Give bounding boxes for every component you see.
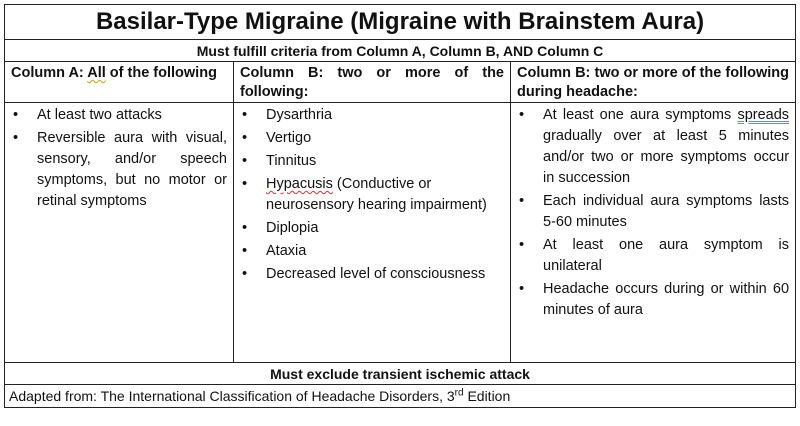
list-item — [11, 105, 227, 126]
bullet-icon: • — [519, 107, 525, 123]
list-item — [517, 105, 789, 189]
list-item — [11, 128, 227, 212]
column-a-list — [11, 105, 227, 212]
list-item — [240, 241, 504, 262]
source-citation — [5, 385, 796, 408]
list-item-text: (Conductive or neurosensory hearing impairment) — [266, 176, 487, 213]
list-item-text-marked: spreads — [737, 107, 790, 123]
list-item-text: Reversible aura with visual, sensory, and/or speech symptoms, but no motor or retinal symptoms — [37, 130, 227, 209]
column-a-header-suffix: of the following — [105, 65, 217, 81]
bullet-icon: • — [242, 130, 248, 146]
list-item — [517, 279, 789, 321]
bullet-icon: • — [242, 220, 248, 236]
bullet-icon: • — [519, 281, 525, 297]
bullet-icon: • — [13, 130, 19, 146]
column-a-header-marked: All — [87, 65, 106, 81]
list-item — [240, 174, 504, 216]
column-c-body — [511, 103, 796, 363]
list-item — [240, 218, 504, 239]
bullet-icon: • — [13, 107, 19, 123]
list-item-text: Decreased level of consciousness — [266, 266, 486, 282]
list-item-text: Dysarthria — [266, 107, 333, 123]
list-item-text: Diplopia — [266, 220, 319, 236]
list-item-text: Headache occurs during or within 60 minutes of aura — [543, 281, 790, 318]
column-b-header: Column B: two or more of the following: — [234, 62, 511, 103]
column-b-list — [240, 105, 504, 285]
source-superscript: rd — [454, 387, 464, 399]
bullet-icon: • — [242, 107, 248, 123]
column-c-list — [517, 105, 789, 321]
list-item-text: Ataxia — [266, 243, 307, 259]
bullet-icon: • — [242, 176, 248, 192]
list-item — [240, 128, 504, 149]
bullet-icon: • — [519, 193, 525, 209]
list-item-text: Vertigo — [266, 130, 312, 146]
bullet-icon: • — [242, 153, 248, 169]
table-title: Basilar-Type Migraine (Migraine with Brainstem Aura) — [5, 5, 796, 40]
column-a-body — [5, 103, 234, 363]
list-item — [517, 235, 789, 277]
list-item — [240, 264, 504, 285]
bullet-icon: • — [519, 237, 525, 253]
list-item — [517, 191, 789, 233]
list-item-text-marked: Hypacusis — [266, 176, 333, 192]
bullet-icon: • — [242, 266, 248, 282]
column-b-body — [234, 103, 511, 363]
list-item-text: At least one aura symptom is unilateral — [543, 237, 790, 274]
bullet-icon: • — [242, 243, 248, 259]
column-a-header — [5, 62, 234, 103]
exclusion-note: Must exclude transient ischemic attack — [5, 363, 796, 385]
list-item-text: Each individual aura symptoms lasts 5-60 minutes — [543, 193, 790, 230]
column-c-header: Column B: two or more of the following during headache: — [511, 62, 796, 103]
criteria-table — [4, 4, 796, 408]
list-item-text: At least one aura symptoms — [543, 107, 732, 123]
source-prefix: Adapted from: The International Classification of Headache Disorders, 3 — [9, 388, 455, 404]
list-item — [240, 151, 504, 172]
list-item-text: gradually over at least 5 minutes and/or two or more symptoms occur in succession — [543, 128, 790, 186]
list-item — [240, 105, 504, 126]
column-a-header-prefix: Column A: — [11, 65, 88, 81]
list-item-text: At least two attacks — [37, 107, 162, 123]
list-item-text: Tinnitus — [266, 153, 317, 169]
table-subtitle: Must fulfill criteria from Column A, Column B, AND Column C — [5, 40, 796, 62]
source-suffix: Edition — [463, 388, 511, 404]
